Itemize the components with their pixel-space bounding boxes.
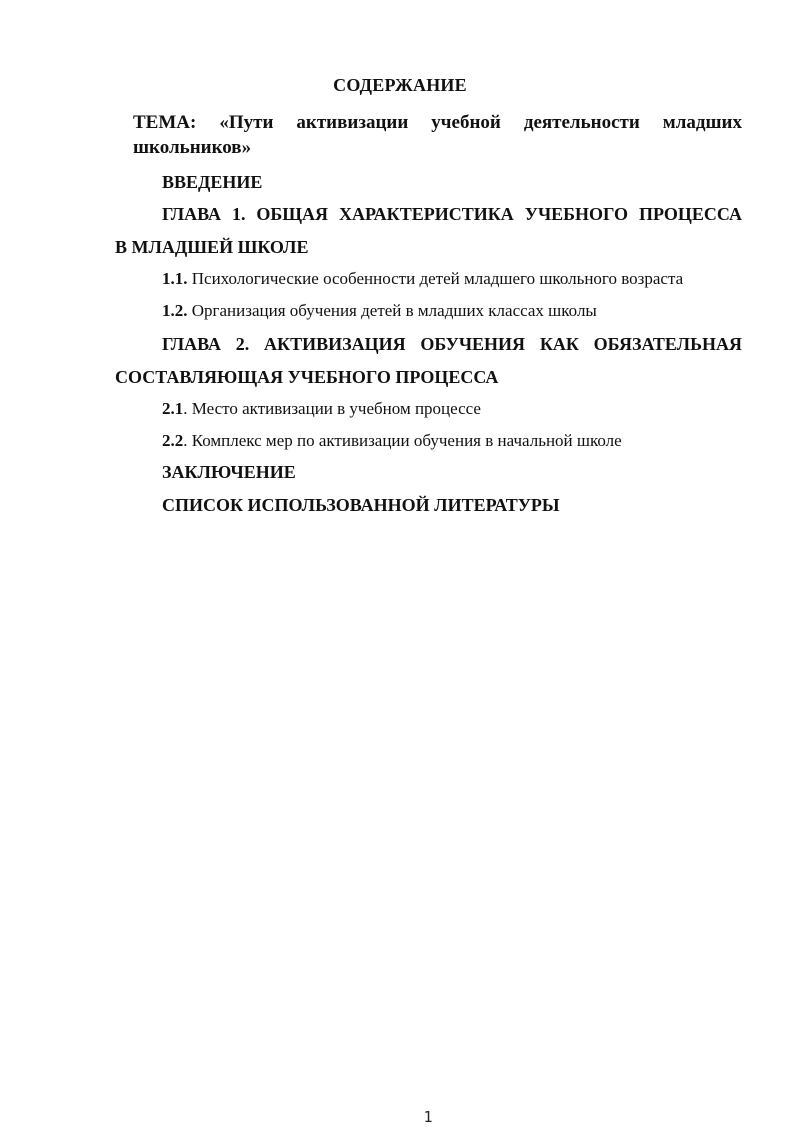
section-number: 2.2 xyxy=(162,431,184,450)
topic-heading xyxy=(133,110,742,160)
toc-chapter-1 xyxy=(115,202,742,259)
section-number: 1.2. xyxy=(162,301,188,320)
toc-chapter-1-line-2: В МЛАДШЕЙ ШКОЛЕ xyxy=(115,237,309,257)
toc-chapter-2 xyxy=(115,332,742,389)
toc-section-2-2 xyxy=(162,430,622,452)
section-number: 1.1. xyxy=(162,269,188,288)
topic-line-2: школьников» xyxy=(133,137,252,158)
section-title: Психологические особенности детей младшего школьного возраста xyxy=(187,269,684,288)
section-title: . Комплекс мер по активизации обучения в начальной школе xyxy=(183,431,622,450)
toc-chapter-1-line-1: ГЛАВА 1. ОБЩАЯ ХАРАКТЕРИСТИКА УЧЕБНОГО ПРОЦЕССА xyxy=(162,204,742,224)
toc-chapter-2-line-1: ГЛАВА 2. АКТИВИЗАЦИЯ ОБУЧЕНИЯ КАК ОБЯЗАТЕЛЬНАЯ xyxy=(162,334,742,354)
section-title: . Место активизации в учебном процессе xyxy=(183,399,481,418)
section-number: 2.1 xyxy=(162,399,184,418)
page-number: 1 xyxy=(423,1108,433,1126)
toc-references: СПИСОК ИСПОЛЬЗОВАННОЙ ЛИТЕРАТУРЫ xyxy=(162,495,560,515)
toc-chapter-2-line-2: СОСТАВЛЯЮЩАЯ УЧЕБНОГО ПРОЦЕССА xyxy=(115,367,499,387)
toc-section-1-2 xyxy=(162,300,597,322)
topic-line-1: ТЕМА: «Пути активизации учебной деятельности младших xyxy=(133,112,742,133)
page-title: СОДЕРЖАНИЕ xyxy=(333,75,467,95)
section-title: Организация обучения детей в младших классах школы xyxy=(187,301,597,320)
toc-intro: ВВЕДЕНИЕ xyxy=(162,172,263,192)
toc-conclusion: ЗАКЛЮЧЕНИЕ xyxy=(162,462,296,482)
toc-section-2-1 xyxy=(162,398,481,420)
toc-section-1-1 xyxy=(162,268,683,290)
